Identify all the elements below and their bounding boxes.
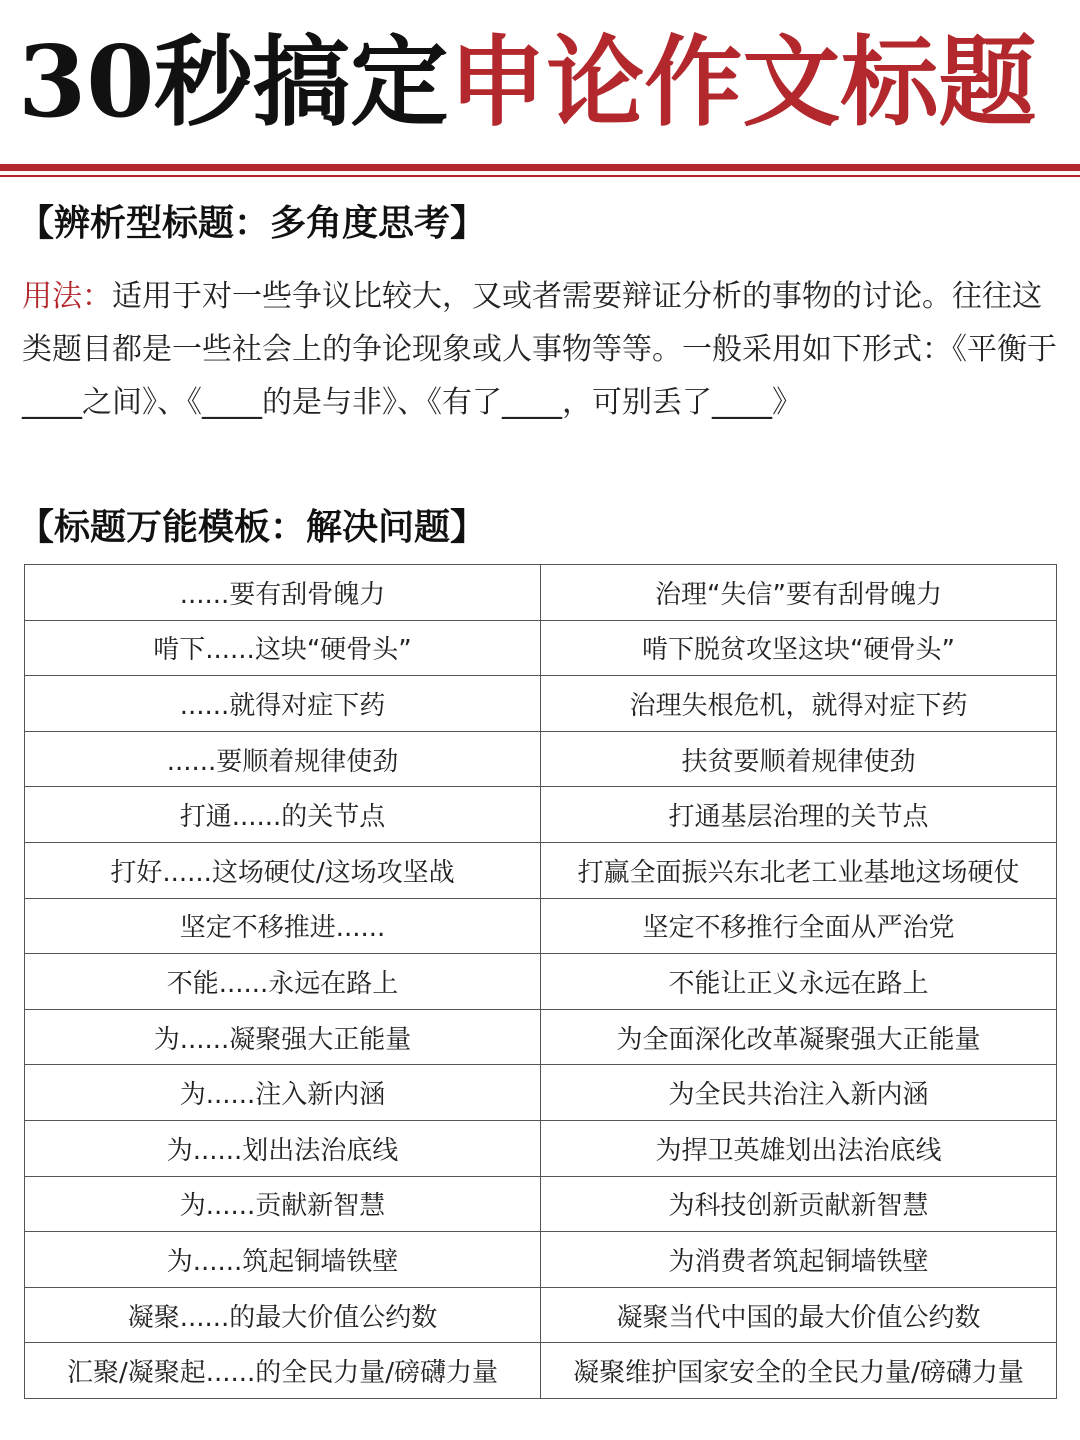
example-cell: 为科技创新贡献新智慧 xyxy=(541,1176,1057,1232)
example-cell: 啃下脱贫攻坚这块“硬骨头” xyxy=(541,620,1057,676)
example-cell: 为消费者筑起铜墙铁壁 xyxy=(541,1232,1057,1288)
section-heading-analysis: 【辨析型标题：多角度思考】 xyxy=(18,203,487,244)
example-cell: 治理失根危机，就得对症下药 xyxy=(541,676,1057,732)
divider-thin xyxy=(0,175,1080,177)
template-cell: 为......划出法治底线 xyxy=(25,1120,541,1176)
example-cell: 为全民共治注入新内涵 xyxy=(541,1065,1057,1121)
usage-label: 用法： xyxy=(22,279,112,314)
example-cell: 凝聚当代中国的最大价值公约数 xyxy=(541,1287,1057,1343)
template-cell: ......要顺着规律使劲 xyxy=(25,731,541,787)
template-table xyxy=(24,564,1057,1399)
table-row xyxy=(25,1120,1057,1176)
template-cell: 凝聚......的最大价值公约数 xyxy=(25,1287,541,1343)
table-row xyxy=(25,1176,1057,1232)
table-row xyxy=(25,676,1057,732)
table-row xyxy=(25,731,1057,787)
example-cell: 为捍卫英雄划出法治底线 xyxy=(541,1120,1057,1176)
table-row xyxy=(25,1009,1057,1065)
table-row xyxy=(25,1232,1057,1288)
template-cell: 为......贡献新智慧 xyxy=(25,1176,541,1232)
table-row xyxy=(25,1065,1057,1121)
title-part-red: 申论作文标题 xyxy=(448,25,1037,140)
section-heading-templates: 【标题万能模板：解决问题】 xyxy=(18,507,487,548)
example-cell: 凝聚维护国家安全的全民力量/磅礴力量 xyxy=(541,1343,1057,1399)
page-title xyxy=(18,18,1068,148)
table-row xyxy=(25,565,1057,621)
usage-text: 适用于对一些争议比较大，又或者需要辩证分析的事物的讨论。往往这类题目都是一些社会上的争论现象或人事物等等。一般采用如下形式：《平衡于____之间》、《____的是与非》、《有了____，可别丢了____》 xyxy=(22,279,1057,420)
table-row xyxy=(25,620,1057,676)
example-cell: 坚定不移推行全面从严治党 xyxy=(541,898,1057,954)
template-cell: 为......筑起铜墙铁壁 xyxy=(25,1232,541,1288)
divider-thick xyxy=(0,164,1080,171)
template-cell: ......就得对症下药 xyxy=(25,676,541,732)
example-cell: 打通基层治理的关节点 xyxy=(541,787,1057,843)
table-row xyxy=(25,842,1057,898)
template-cell: 汇聚/凝聚起......的全民力量/磅礴力量 xyxy=(25,1343,541,1399)
table-row xyxy=(25,1343,1057,1399)
template-table-body xyxy=(25,565,1057,1399)
example-cell: 不能让正义永远在路上 xyxy=(541,954,1057,1010)
template-cell: 啃下......这块“硬骨头” xyxy=(25,620,541,676)
table-row xyxy=(25,954,1057,1010)
example-cell: 扶贫要顺着规律使劲 xyxy=(541,731,1057,787)
table-row xyxy=(25,1287,1057,1343)
title-part-black: 30秒搞定 xyxy=(18,25,449,140)
usage-paragraph xyxy=(22,270,1062,429)
table-row xyxy=(25,787,1057,843)
example-cell: 打赢全面振兴东北老工业基地这场硬仗 xyxy=(541,842,1057,898)
template-cell: 坚定不移推进...... xyxy=(25,898,541,954)
example-cell: 为全面深化改革凝聚强大正能量 xyxy=(541,1009,1057,1065)
template-cell: 为......注入新内涵 xyxy=(25,1065,541,1121)
template-cell: 不能......永远在路上 xyxy=(25,954,541,1010)
table-row xyxy=(25,898,1057,954)
template-cell: 打通......的关节点 xyxy=(25,787,541,843)
example-cell: 治理“失信”要有刮骨魄力 xyxy=(541,565,1057,621)
template-cell: 为......凝聚强大正能量 xyxy=(25,1009,541,1065)
template-cell: ......要有刮骨魄力 xyxy=(25,565,541,621)
template-cell: 打好......这场硬仗/这场攻坚战 xyxy=(25,842,541,898)
